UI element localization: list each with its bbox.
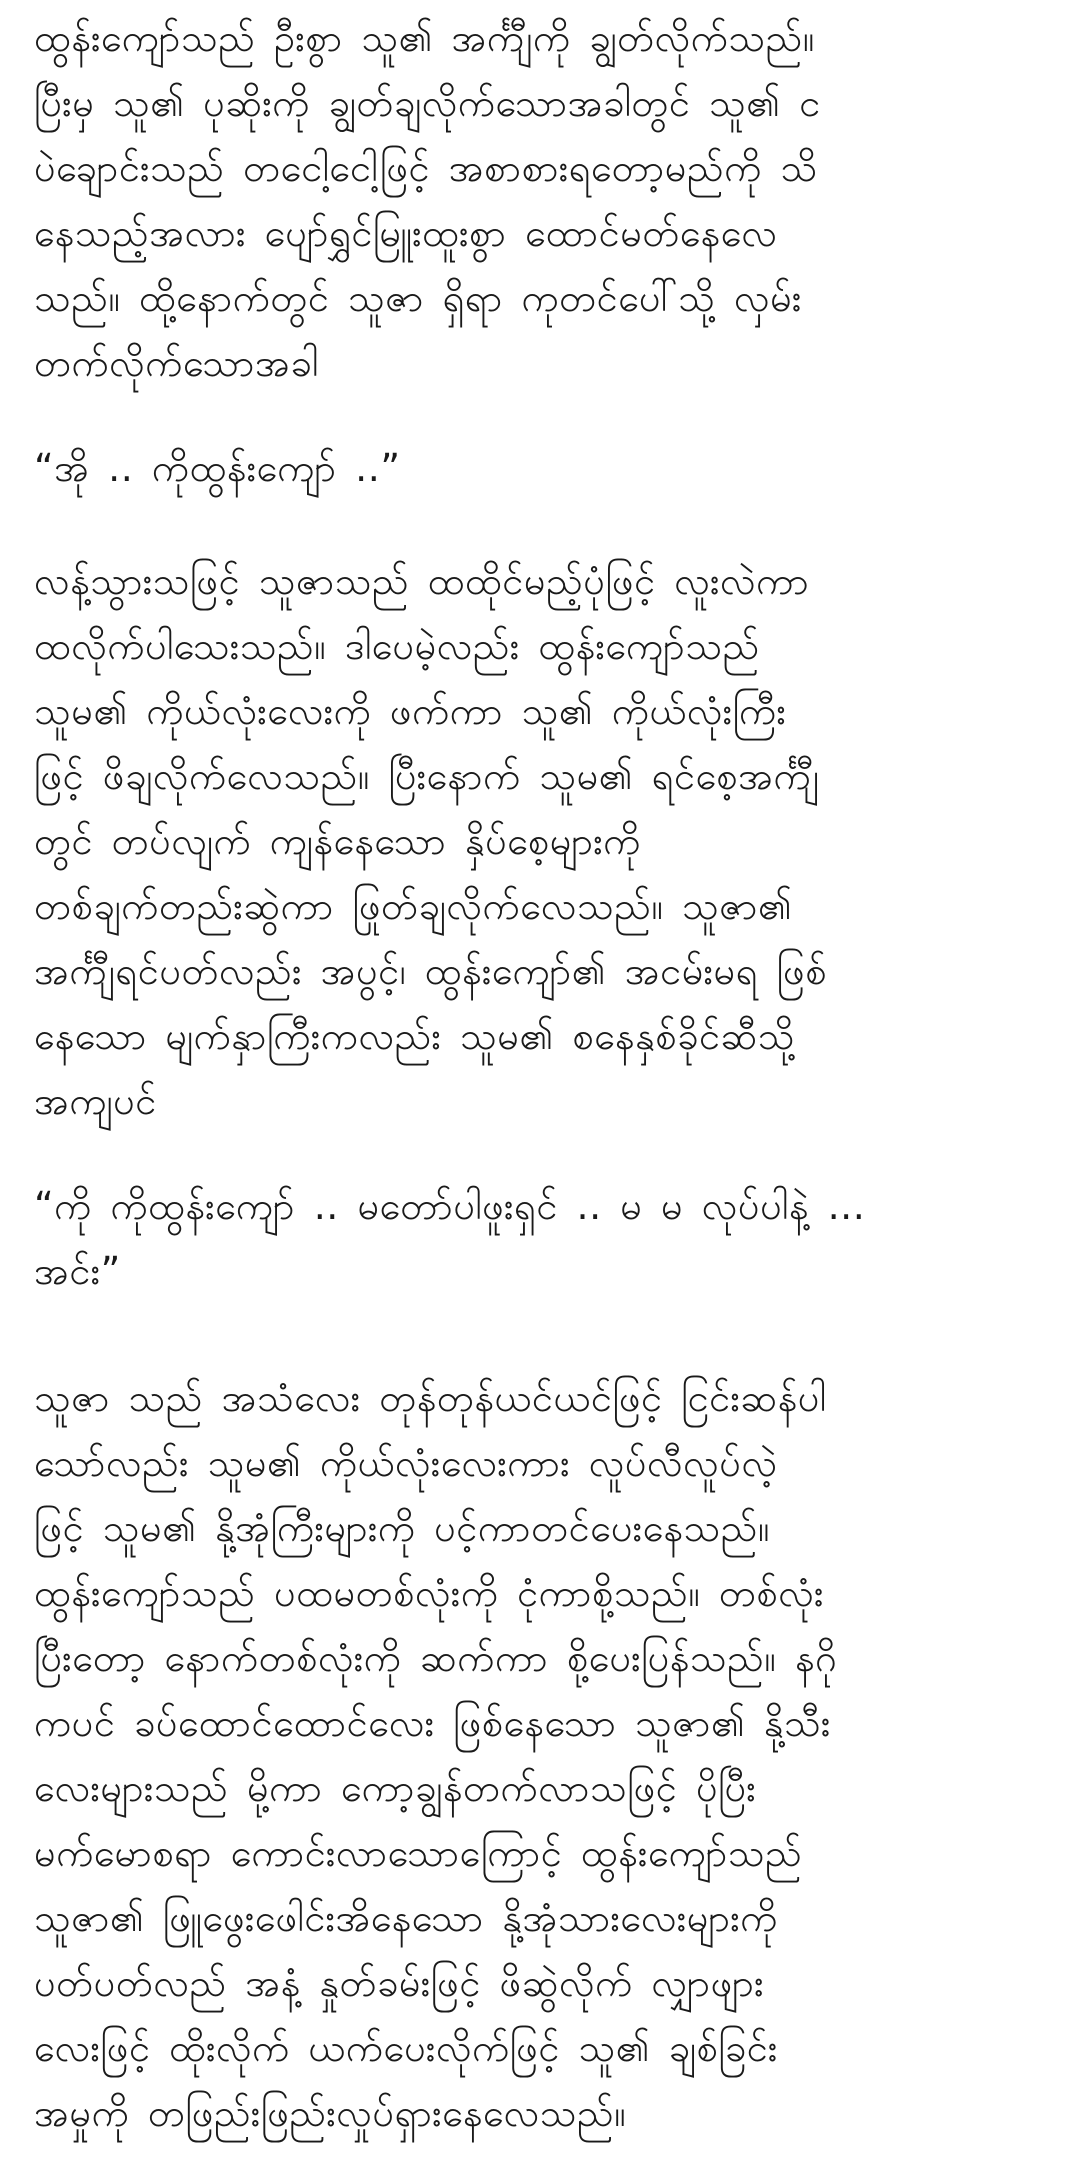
paragraph-narration-2: လန့်သွားသဖြင့် သူဇာသည် ထထိုင်မည့်ပုံဖြင့် လူးလဲကာ ထလိုက်ပါသေးသည်။ ဒါပေမဲ့လည်း ထွန်းကျော်သည် သူမ၏ ကိုယ်လုံးလေးကို ဖက်ကာ သူ၏ ကိုယ်လုံးကြီး ဖြင့် ဖိချလိုက်လေသည်။ ပြီးနောက် သူမ၏ ရင်စေ့အင်္ကျီ တွင် တပ်လျက် ကျန်နေသော နှိပ်စေ့များကို တစ်ချက်တည်းဆွဲကာ ဖြုတ်ချလိုက်လေသည်။ သူဇာ၏ အင်္ကျီရင်ပတ်လည်း အပွင့်၊ ထွန်းကျော်၏ အငမ်းမရ ဖြစ် နေသော မျက်နှာကြီးကလည်း သူမ၏ စနေနှစ်ခိုင်ဆီသို့ အကျပင်	[34, 559, 828, 1123]
paragraph-narration-1: ထွန်းကျော်သည် ဦးစွာ သူ၏ အင်္ကျီကို ချွတ်လိုက်သည်။ ပြီးမှ သူ၏ ပုဆိုးကို ချွတ်ချလိုက်သောအခါတွင် သူ၏ င ပဲချောင်းသည် တငေါ့ငေါ့ဖြင့် အစာစားရတော့မည်ကို သိ နေသည့်အလား ပျော်ရွှင်မြူးထူးစွာ ထောင်မတ်နေလေ သည်။ ထို့နောက်တွင် သူဇာ ရှိရာ ကုတင်ပေါ်သို့ လှမ်း တက်လိုက်သောအခါ	[34, 16, 821, 385]
paragraph-dialogue-1: “အို .. ကိုထွန်းကျော် ..”	[34, 446, 401, 490]
paragraph-narration-3: သူဇာ သည် အသံလေး တုန်တုန်ယင်ယင်ဖြင့် ငြင်းဆန်ပါ သော်လည်း သူမ၏ ကိုယ်လုံးလေးကား လူပ်လီလူပ်လဲ့ ဖြင့် သူမ၏ နို့အုံကြီးများကို ပင့်ကာတင်ပေးနေသည်။ ထွန်းကျော်သည် ပထမတစ်လုံးကို ငုံကာစို့သည်။ တစ်လုံး ပြီးတော့ နောက်တစ်လုံးကို ဆက်ကာ စို့ပေးပြန်သည်။ နဂို ကပင် ခပ်ထောင်ထောင်လေး ဖြစ်နေသော သူဇာ၏ နို့သီး လေးများသည် မို့ကာ ကော့ချွန်တက်လာသဖြင့် ပိုပြီး မက်မောစရာ ကောင်းလာသောကြောင့် ထွန်းကျော်သည် သူဇာ၏ ဖြူဖွေးဖေါင်းအိနေသော နို့အုံသားလေးများကို ပတ်ပတ်လည် အနံ့ နှုတ်ခမ်းဖြင့် ဖိဆွဲလိုက် လျှာဖျား လေးဖြင့် ထိုးလိုက် ယက်ပေးလိုက်ဖြင့် သူ၏ ချစ်ခြင်း အမှုကို တဖြည်းဖြည်းလှုပ်ရှားနေလေသည်။	[34, 1376, 838, 2135]
paragraph-dialogue-2: “ကို ကိုထွန်းကျော် .. မတော်ပါဖူးရှင် .. မ မ လုပ်ပါနဲ့ ... အင်း”	[34, 1184, 866, 1293]
